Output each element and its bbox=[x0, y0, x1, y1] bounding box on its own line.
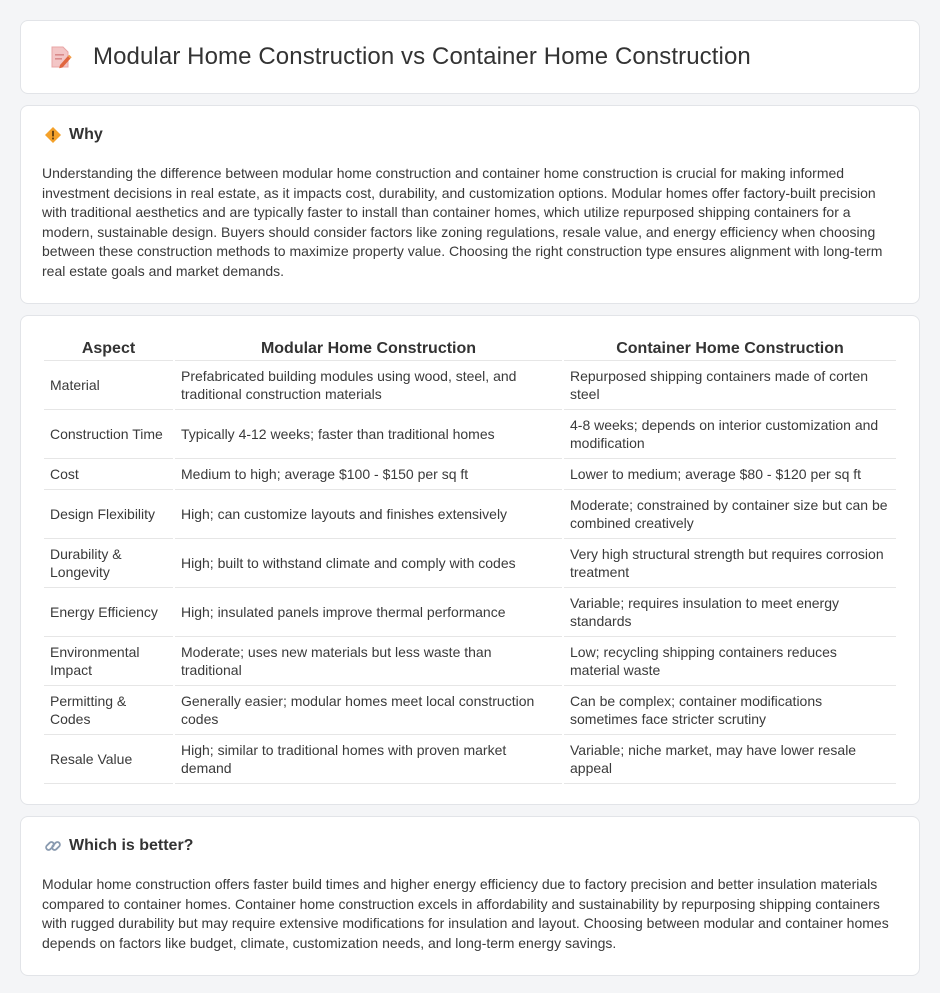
modular-cell: Prefabricated building modules using wood, steel, and traditional construction materials bbox=[175, 361, 562, 410]
why-section bbox=[20, 105, 920, 304]
why-heading-label: Why bbox=[69, 126, 103, 143]
container-cell: Moderate; constrained by container size but can be combined creatively bbox=[564, 490, 896, 539]
why-heading bbox=[42, 126, 898, 144]
better-text: Modular home construction offers faster build times and higher energy efficiency due to factory precision and better insulation materials compared to container homes. Container home construction excels in affordability and sustainability by repurposing shipping containers with rugged durability but may require extensive modifications for insulation and layout. Choosing between modular and container homes depends on factors like budget, climate, customization needs, and long-term energy savings. bbox=[42, 876, 889, 951]
table-row bbox=[44, 686, 896, 735]
header-aspect: Aspect bbox=[44, 334, 173, 361]
comparison-table bbox=[42, 334, 898, 784]
aspect-cell: Permitting & Codes bbox=[44, 686, 173, 735]
aspect-cell: Design Flexibility bbox=[44, 490, 173, 539]
table-row bbox=[44, 459, 896, 490]
table-header-row bbox=[44, 334, 896, 361]
modular-cell: High; can customize layouts and finishes extensively bbox=[175, 490, 562, 539]
table-row bbox=[44, 361, 896, 410]
modular-cell: Typically 4-12 weeks; faster than traditional homes bbox=[175, 410, 562, 459]
table-row bbox=[44, 588, 896, 637]
aspect-cell: Cost bbox=[44, 459, 173, 490]
table-row bbox=[44, 735, 896, 784]
container-cell: Variable; requires insulation to meet energy standards bbox=[564, 588, 896, 637]
better-heading-label: Which is better? bbox=[69, 837, 194, 854]
aspect-cell: Resale Value bbox=[44, 735, 173, 784]
table-row bbox=[44, 410, 896, 459]
container-cell: Low; recycling shipping containers reduces material waste bbox=[564, 637, 896, 686]
link-icon bbox=[44, 837, 62, 855]
warning-diamond-icon bbox=[44, 126, 62, 144]
aspect-cell: Environmental Impact bbox=[44, 637, 173, 686]
aspect-cell: Construction Time bbox=[44, 410, 173, 459]
container-cell: Variable; niche market, may have lower resale appeal bbox=[564, 735, 896, 784]
table-row bbox=[44, 539, 896, 588]
modular-cell: High; built to withstand climate and comply with codes bbox=[175, 539, 562, 588]
modular-cell: Medium to high; average $100 - $150 per sq ft bbox=[175, 459, 562, 490]
container-cell: Very high structural strength but requires corrosion treatment bbox=[564, 539, 896, 588]
header-container: Container Home Construction bbox=[564, 334, 896, 361]
modular-cell: High; insulated panels improve thermal performance bbox=[175, 588, 562, 637]
table-row bbox=[44, 490, 896, 539]
page-title: Modular Home Construction vs Container Home Construction bbox=[93, 43, 751, 70]
container-cell: Lower to medium; average $80 - $120 per sq ft bbox=[564, 459, 896, 490]
container-cell: Repurposed shipping containers made of corten steel bbox=[564, 361, 896, 410]
aspect-cell: Energy Efficiency bbox=[44, 588, 173, 637]
modular-cell: Generally easier; modular homes meet local construction codes bbox=[175, 686, 562, 735]
header-card bbox=[20, 20, 920, 94]
aspect-cell: Material bbox=[44, 361, 173, 410]
comparison-table-card bbox=[20, 315, 920, 805]
container-cell: 4-8 weeks; depends on interior customization and modification bbox=[564, 410, 896, 459]
edit-document-icon bbox=[47, 44, 73, 70]
header-modular: Modular Home Construction bbox=[175, 334, 562, 361]
modular-cell: Moderate; uses new materials but less waste than traditional bbox=[175, 637, 562, 686]
why-text: Understanding the difference between modular home construction and container home construction is crucial for making informed investment decisions in real estate, as it impacts cost, durability, and customization options. Modular homes offer factory-built precision with traditional aesthetics and are typically faster to install than container homes, which utilize repurposed shipping containers for a modern, sustainable design. Buyers should consider factors like zoning regulations, resale value, and energy efficiency when choosing between these construction methods to maximize property value. Choosing the right construction type ensures alignment with long-term real estate goals and market demands. bbox=[42, 165, 883, 279]
table-row bbox=[44, 637, 896, 686]
better-heading bbox=[42, 837, 898, 855]
modular-cell: High; similar to traditional homes with proven market demand bbox=[175, 735, 562, 784]
which-is-better-section bbox=[20, 816, 920, 976]
aspect-cell: Durability & Longevity bbox=[44, 539, 173, 588]
container-cell: Can be complex; container modifications sometimes face stricter scrutiny bbox=[564, 686, 896, 735]
